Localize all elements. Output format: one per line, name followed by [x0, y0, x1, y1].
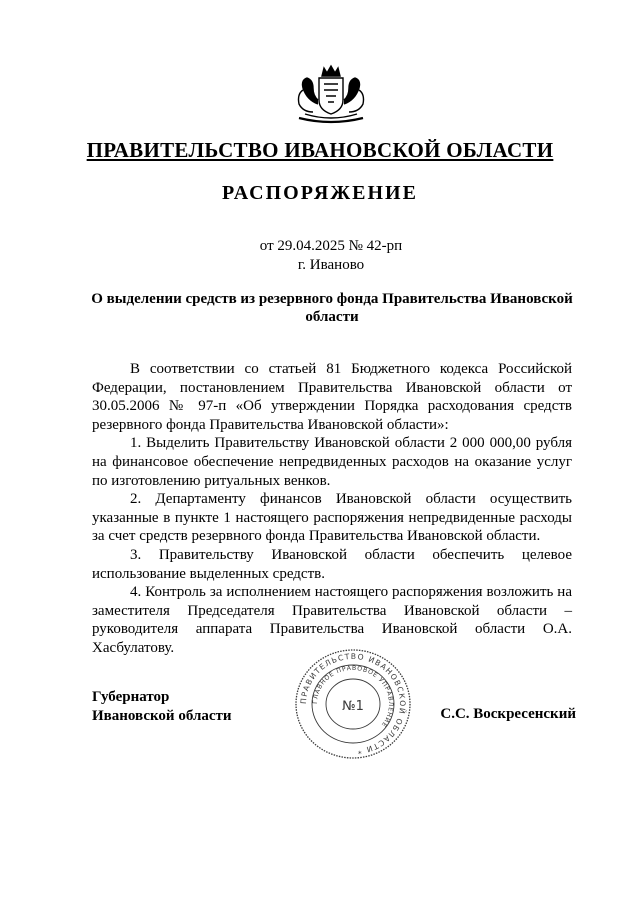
body-intro-paragraph: В соответствии со статьей 81 Бюджетного кодекса Российской Федерации, постановлением Правительства Ивановской области от 30.05.2006 № 97-п «Об утверждении Порядка расходования средств резервного фонда Правительства Ивановской области»: — [92, 361, 572, 433]
stamp-number: №1 — [342, 699, 364, 714]
signature-name: С.С. Воскресенский — [440, 706, 576, 722]
body-paragraph-3: 3. Правительству Ивановской области обеспечить целевое использование выделенных средств. — [92, 546, 572, 582]
document-date-number: от 29.04.2025 № 42-рп — [259, 238, 403, 254]
document-subject: О выделении средств из резервного фонда Правительства Ивановской области — [91, 291, 573, 325]
signature-position-line1: Губернатор — [92, 689, 170, 705]
body-paragraph-4: 4. Контроль за исполнением настоящего распоряжения возложить на заместителя Председателя Правительства Ивановской области – руководителя аппарата Правительства Ивановской области О.А. Хасбулатову. — [92, 584, 572, 656]
coat-of-arms-emblem — [291, 64, 371, 126]
document-type-title: РАСПОРЯЖЕНИЕ — [222, 182, 418, 204]
stamp-inner-text: ГЛАВНОЕ ПРАВОВОЕ УПРАВЛЕНИЕ — [311, 664, 395, 729]
body-paragraph-1: 1. Выделить Правительству Ивановской области 2 000 000,00 рубля на финансовое обеспечение непредвиденных расходов на оказание услуг по изготовлению ритуальных венков. — [92, 435, 572, 489]
signature-position — [92, 688, 232, 726]
official-stamp — [294, 648, 412, 760]
stamp-outer-text: ПРАВИТЕЛЬСТВО ИВАНОВСКОЙ ОБЛАСТИ * — [298, 651, 408, 756]
signature-position-line2: Ивановской области — [92, 708, 232, 724]
government-title: ПРАВИТЕЛЬСТВО ИВАНОВСКОЙ ОБЛАСТИ — [86, 138, 554, 162]
body-paragraph-2: 2. Департаменту финансов Ивановской области осуществить указанные в пункте 1 настоящего распоряжения непредвиденные расходы за счет средств резервного фонда Правительства Ивановской области. — [92, 491, 572, 545]
document-city: г. Иваново — [297, 257, 365, 273]
document-body — [92, 360, 572, 658]
